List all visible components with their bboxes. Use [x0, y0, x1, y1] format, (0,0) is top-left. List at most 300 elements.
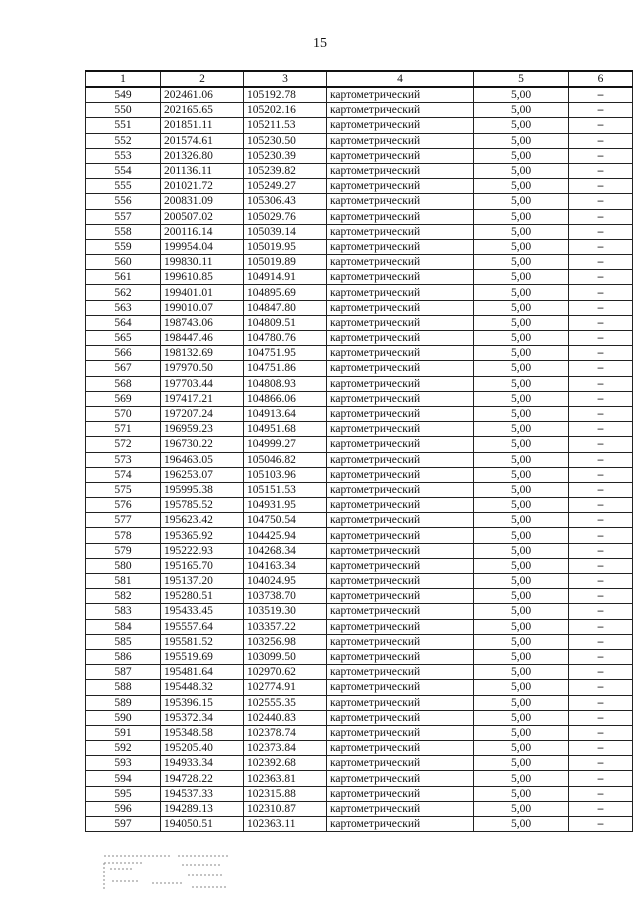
cell-description: –: [569, 194, 633, 209]
cell-accuracy: 5,00: [474, 710, 569, 725]
cell-point-number: 582: [86, 589, 161, 604]
cell-x-coordinate: 195623.42: [161, 513, 244, 528]
cell-accuracy: 5,00: [474, 148, 569, 163]
cell-point-number: 552: [86, 133, 161, 148]
table-row: [86, 817, 633, 832]
cell-y-coordinate: 102315.88: [244, 786, 327, 801]
cell-method: картометрический: [327, 634, 474, 649]
cell-method: картометрический: [327, 725, 474, 740]
cell-y-coordinate: 104425.94: [244, 528, 327, 543]
column-header-4: 4: [327, 71, 474, 87]
cell-point-number: 565: [86, 331, 161, 346]
cell-point-number: 563: [86, 300, 161, 315]
table-row: [86, 346, 633, 361]
cell-x-coordinate: 195205.40: [161, 741, 244, 756]
table-row: [86, 574, 633, 589]
table-row: [86, 786, 633, 801]
cell-x-coordinate: 195165.70: [161, 558, 244, 573]
cell-x-coordinate: 198743.06: [161, 315, 244, 330]
cell-x-coordinate: 198132.69: [161, 346, 244, 361]
cell-x-coordinate: 195372.34: [161, 710, 244, 725]
cell-point-number: 551: [86, 118, 161, 133]
cell-description: –: [569, 315, 633, 330]
cell-x-coordinate: 195481.64: [161, 665, 244, 680]
cell-accuracy: 5,00: [474, 331, 569, 346]
cell-accuracy: 5,00: [474, 574, 569, 589]
cell-y-coordinate: 102555.35: [244, 695, 327, 710]
cell-x-coordinate: 199830.11: [161, 255, 244, 270]
table-row: [86, 498, 633, 513]
cell-x-coordinate: 201851.11: [161, 118, 244, 133]
cell-description: –: [569, 376, 633, 391]
cell-x-coordinate: 194728.22: [161, 771, 244, 786]
cell-description: –: [569, 133, 633, 148]
cell-point-number: 585: [86, 634, 161, 649]
table-row: [86, 361, 633, 376]
table-row: [86, 376, 633, 391]
cell-accuracy: 5,00: [474, 513, 569, 528]
cell-x-coordinate: 199010.07: [161, 300, 244, 315]
cell-description: –: [569, 725, 633, 740]
cell-y-coordinate: 105103.96: [244, 467, 327, 482]
cell-description: –: [569, 437, 633, 452]
cell-accuracy: 5,00: [474, 376, 569, 391]
cell-accuracy: 5,00: [474, 695, 569, 710]
cell-point-number: 572: [86, 437, 161, 452]
cell-y-coordinate: 102440.83: [244, 710, 327, 725]
cell-description: –: [569, 285, 633, 300]
table-row: [86, 422, 633, 437]
cell-y-coordinate: 105046.82: [244, 452, 327, 467]
cell-x-coordinate: 194050.51: [161, 817, 244, 832]
cell-description: –: [569, 543, 633, 558]
cell-x-coordinate: 201021.72: [161, 179, 244, 194]
cell-y-coordinate: 105019.89: [244, 255, 327, 270]
cell-method: картометрический: [327, 619, 474, 634]
table-row: [86, 239, 633, 254]
cell-x-coordinate: 195222.93: [161, 543, 244, 558]
cell-description: –: [569, 209, 633, 224]
table-row: [86, 741, 633, 756]
cell-point-number: 575: [86, 482, 161, 497]
cell-method: картометрический: [327, 148, 474, 163]
cell-y-coordinate: 104866.06: [244, 391, 327, 406]
cell-y-coordinate: 103519.30: [244, 604, 327, 619]
cell-y-coordinate: 105039.14: [244, 224, 327, 239]
cell-accuracy: 5,00: [474, 665, 569, 680]
cell-x-coordinate: 201574.61: [161, 133, 244, 148]
cell-description: –: [569, 817, 633, 832]
cell-description: –: [569, 163, 633, 178]
cell-accuracy: 5,00: [474, 756, 569, 771]
cell-method: картометрический: [327, 255, 474, 270]
cell-description: –: [569, 87, 633, 103]
table-row: [86, 513, 633, 528]
cell-point-number: 593: [86, 756, 161, 771]
cell-y-coordinate: 102373.84: [244, 741, 327, 756]
cell-y-coordinate: 104914.91: [244, 270, 327, 285]
cell-description: –: [569, 665, 633, 680]
cell-description: –: [569, 422, 633, 437]
cell-accuracy: 5,00: [474, 422, 569, 437]
cell-x-coordinate: 197970.50: [161, 361, 244, 376]
cell-accuracy: 5,00: [474, 801, 569, 816]
cell-method: картометрический: [327, 406, 474, 421]
cell-y-coordinate: 105249.27: [244, 179, 327, 194]
cell-point-number: 571: [86, 422, 161, 437]
cell-method: картометрический: [327, 391, 474, 406]
cell-description: –: [569, 255, 633, 270]
cell-point-number: 580: [86, 558, 161, 573]
table-row: [86, 619, 633, 634]
cell-description: –: [569, 528, 633, 543]
cell-x-coordinate: 195348.58: [161, 725, 244, 740]
column-header-6: 6: [569, 71, 633, 87]
cell-method: картометрический: [327, 604, 474, 619]
cell-method: картометрический: [327, 315, 474, 330]
cell-y-coordinate: 102363.11: [244, 817, 327, 832]
cell-accuracy: 5,00: [474, 498, 569, 513]
cell-y-coordinate: 104809.51: [244, 315, 327, 330]
cell-accuracy: 5,00: [474, 270, 569, 285]
cell-point-number: 595: [86, 786, 161, 801]
cell-accuracy: 5,00: [474, 528, 569, 543]
cell-x-coordinate: 199401.01: [161, 285, 244, 300]
cell-point-number: 555: [86, 179, 161, 194]
table-row: [86, 482, 633, 497]
table-row: [86, 771, 633, 786]
cell-point-number: 558: [86, 224, 161, 239]
cell-point-number: 559: [86, 239, 161, 254]
cell-description: –: [569, 710, 633, 725]
cell-method: картометрический: [327, 118, 474, 133]
table-row: [86, 391, 633, 406]
cell-point-number: 579: [86, 543, 161, 558]
cell-point-number: 553: [86, 148, 161, 163]
cell-description: –: [569, 467, 633, 482]
cell-description: –: [569, 574, 633, 589]
cell-point-number: 556: [86, 194, 161, 209]
table-row: [86, 649, 633, 664]
cell-method: картометрический: [327, 482, 474, 497]
cell-description: –: [569, 224, 633, 239]
cell-accuracy: 5,00: [474, 163, 569, 178]
cell-accuracy: 5,00: [474, 680, 569, 695]
cell-accuracy: 5,00: [474, 467, 569, 482]
table-body: [86, 87, 633, 832]
cell-point-number: 584: [86, 619, 161, 634]
cell-method: картометрический: [327, 817, 474, 832]
cell-point-number: 578: [86, 528, 161, 543]
cell-description: –: [569, 619, 633, 634]
cell-method: картометрический: [327, 239, 474, 254]
cell-y-coordinate: 102378.74: [244, 725, 327, 740]
table-row: [86, 756, 633, 771]
cell-accuracy: 5,00: [474, 239, 569, 254]
table-header-row: [86, 71, 633, 87]
table-row: [86, 528, 633, 543]
cell-description: –: [569, 270, 633, 285]
cell-y-coordinate: 102774.91: [244, 680, 327, 695]
cell-y-coordinate: 105202.16: [244, 103, 327, 118]
cell-x-coordinate: 195365.92: [161, 528, 244, 543]
cell-method: картометрический: [327, 194, 474, 209]
table-row: [86, 163, 633, 178]
cell-x-coordinate: 194289.13: [161, 801, 244, 816]
cell-description: –: [569, 406, 633, 421]
cell-x-coordinate: 197417.21: [161, 391, 244, 406]
cell-method: картометрический: [327, 331, 474, 346]
column-header-5: 5: [474, 71, 569, 87]
cell-accuracy: 5,00: [474, 741, 569, 756]
cell-method: картометрический: [327, 87, 474, 103]
cell-x-coordinate: 196253.07: [161, 467, 244, 482]
column-header-3: 3: [244, 71, 327, 87]
cell-x-coordinate: 200507.02: [161, 209, 244, 224]
cell-description: –: [569, 103, 633, 118]
cell-accuracy: 5,00: [474, 179, 569, 194]
table-row: [86, 209, 633, 224]
table-row: [86, 467, 633, 482]
cell-method: картометрический: [327, 179, 474, 194]
table-row: [86, 558, 633, 573]
cell-accuracy: 5,00: [474, 558, 569, 573]
cell-method: картометрический: [327, 437, 474, 452]
cell-x-coordinate: 199610.85: [161, 270, 244, 285]
cell-y-coordinate: 104999.27: [244, 437, 327, 452]
cell-y-coordinate: 104751.95: [244, 346, 327, 361]
cell-description: –: [569, 179, 633, 194]
cell-method: картометрический: [327, 710, 474, 725]
cell-y-coordinate: 104751.86: [244, 361, 327, 376]
cell-description: –: [569, 634, 633, 649]
cell-point-number: 554: [86, 163, 161, 178]
cell-accuracy: 5,00: [474, 482, 569, 497]
cell-y-coordinate: 103738.70: [244, 589, 327, 604]
cell-method: картометрический: [327, 285, 474, 300]
cell-accuracy: 5,00: [474, 346, 569, 361]
cell-y-coordinate: 102970.62: [244, 665, 327, 680]
cell-x-coordinate: 197207.24: [161, 406, 244, 421]
table-row: [86, 148, 633, 163]
cell-x-coordinate: 202165.65: [161, 103, 244, 118]
cell-method: картометрический: [327, 680, 474, 695]
cell-y-coordinate: 105239.82: [244, 163, 327, 178]
cell-point-number: 568: [86, 376, 161, 391]
table-row: [86, 179, 633, 194]
table-row: [86, 680, 633, 695]
cell-method: картометрический: [327, 589, 474, 604]
cell-y-coordinate: 104913.64: [244, 406, 327, 421]
cell-x-coordinate: 198447.46: [161, 331, 244, 346]
cell-point-number: 550: [86, 103, 161, 118]
cell-method: картометрический: [327, 801, 474, 816]
cell-method: картометрический: [327, 133, 474, 148]
cell-x-coordinate: 197703.44: [161, 376, 244, 391]
cell-x-coordinate: 201136.11: [161, 163, 244, 178]
table-row: [86, 224, 633, 239]
cell-description: –: [569, 680, 633, 695]
cell-accuracy: 5,00: [474, 224, 569, 239]
table-row: [86, 406, 633, 421]
cell-y-coordinate: 105230.39: [244, 148, 327, 163]
cell-method: картометрический: [327, 376, 474, 391]
table-row: [86, 331, 633, 346]
cell-description: –: [569, 649, 633, 664]
table-row: [86, 437, 633, 452]
cell-point-number: 594: [86, 771, 161, 786]
cell-description: –: [569, 589, 633, 604]
table-row: [86, 87, 633, 103]
cell-x-coordinate: 196463.05: [161, 452, 244, 467]
cell-x-coordinate: 195785.52: [161, 498, 244, 513]
cell-y-coordinate: 104780.76: [244, 331, 327, 346]
cell-y-coordinate: 104951.68: [244, 422, 327, 437]
column-header-2: 2: [161, 71, 244, 87]
cell-point-number: 560: [86, 255, 161, 270]
cell-description: –: [569, 361, 633, 376]
cell-point-number: 570: [86, 406, 161, 421]
cell-method: картометрический: [327, 361, 474, 376]
cell-description: –: [569, 391, 633, 406]
cell-method: картометрический: [327, 452, 474, 467]
cell-method: картометрический: [327, 665, 474, 680]
table-row: [86, 710, 633, 725]
cell-method: картометрический: [327, 543, 474, 558]
cell-description: –: [569, 513, 633, 528]
table-row: [86, 300, 633, 315]
table-row: [86, 543, 633, 558]
cell-y-coordinate: 102310.87: [244, 801, 327, 816]
cell-x-coordinate: 201326.80: [161, 148, 244, 163]
cell-accuracy: 5,00: [474, 87, 569, 103]
cell-point-number: 591: [86, 725, 161, 740]
cell-x-coordinate: 195581.52: [161, 634, 244, 649]
table-row: [86, 665, 633, 680]
cell-x-coordinate: 195433.45: [161, 604, 244, 619]
cell-x-coordinate: 200116.14: [161, 224, 244, 239]
cell-accuracy: 5,00: [474, 315, 569, 330]
cell-description: –: [569, 346, 633, 361]
coordinates-table: [85, 70, 633, 832]
cell-point-number: 576: [86, 498, 161, 513]
cell-accuracy: 5,00: [474, 391, 569, 406]
cell-accuracy: 5,00: [474, 589, 569, 604]
cell-x-coordinate: 194933.34: [161, 756, 244, 771]
cell-description: –: [569, 118, 633, 133]
official-stamp-mark: [102, 853, 230, 893]
cell-point-number: 566: [86, 346, 161, 361]
table-row: [86, 133, 633, 148]
table-row: [86, 103, 633, 118]
cell-x-coordinate: 195396.15: [161, 695, 244, 710]
cell-x-coordinate: 195280.51: [161, 589, 244, 604]
table-row: [86, 452, 633, 467]
cell-method: картометрический: [327, 498, 474, 513]
cell-method: картометрический: [327, 558, 474, 573]
cell-point-number: 589: [86, 695, 161, 710]
cell-method: картометрический: [327, 574, 474, 589]
cell-y-coordinate: 103256.98: [244, 634, 327, 649]
cell-method: картометрический: [327, 163, 474, 178]
cell-point-number: 583: [86, 604, 161, 619]
cell-point-number: 581: [86, 574, 161, 589]
table-row: [86, 118, 633, 133]
cell-accuracy: 5,00: [474, 255, 569, 270]
cell-description: –: [569, 604, 633, 619]
cell-x-coordinate: 199954.04: [161, 239, 244, 254]
cell-point-number: 549: [86, 87, 161, 103]
cell-y-coordinate: 104847.80: [244, 300, 327, 315]
table-row: [86, 589, 633, 604]
cell-point-number: 597: [86, 817, 161, 832]
cell-accuracy: 5,00: [474, 361, 569, 376]
table-row: [86, 315, 633, 330]
cell-point-number: 562: [86, 285, 161, 300]
table-row: [86, 194, 633, 209]
cell-y-coordinate: 104750.54: [244, 513, 327, 528]
cell-point-number: 592: [86, 741, 161, 756]
cell-description: –: [569, 498, 633, 513]
cell-x-coordinate: 196959.23: [161, 422, 244, 437]
cell-method: картометрический: [327, 270, 474, 285]
cell-accuracy: 5,00: [474, 634, 569, 649]
cell-accuracy: 5,00: [474, 103, 569, 118]
cell-x-coordinate: 202461.06: [161, 87, 244, 103]
table-row: [86, 255, 633, 270]
cell-method: картометрический: [327, 422, 474, 437]
table-row: [86, 634, 633, 649]
cell-description: –: [569, 771, 633, 786]
cell-y-coordinate: 104268.34: [244, 543, 327, 558]
cell-accuracy: 5,00: [474, 300, 569, 315]
cell-method: картометрический: [327, 300, 474, 315]
cell-description: –: [569, 482, 633, 497]
cell-point-number: 573: [86, 452, 161, 467]
cell-method: картометрический: [327, 786, 474, 801]
cell-y-coordinate: 104024.95: [244, 574, 327, 589]
cell-description: –: [569, 756, 633, 771]
cell-point-number: 586: [86, 649, 161, 664]
cell-accuracy: 5,00: [474, 817, 569, 832]
cell-point-number: 569: [86, 391, 161, 406]
page-number: 15: [313, 36, 327, 51]
cell-accuracy: 5,00: [474, 619, 569, 634]
cell-description: –: [569, 558, 633, 573]
cell-accuracy: 5,00: [474, 543, 569, 558]
cell-accuracy: 5,00: [474, 452, 569, 467]
cell-accuracy: 5,00: [474, 285, 569, 300]
cell-y-coordinate: 103357.22: [244, 619, 327, 634]
cell-description: –: [569, 300, 633, 315]
cell-accuracy: 5,00: [474, 786, 569, 801]
cell-point-number: 564: [86, 315, 161, 330]
cell-x-coordinate: 195137.20: [161, 574, 244, 589]
cell-y-coordinate: 104163.34: [244, 558, 327, 573]
cell-method: картометрический: [327, 771, 474, 786]
cell-method: картометрический: [327, 513, 474, 528]
table-row: [86, 270, 633, 285]
cell-method: картометрический: [327, 103, 474, 118]
cell-point-number: 561: [86, 270, 161, 285]
cell-y-coordinate: 105230.50: [244, 133, 327, 148]
table-row: [86, 801, 633, 816]
cell-x-coordinate: 195519.69: [161, 649, 244, 664]
cell-y-coordinate: 102363.81: [244, 771, 327, 786]
cell-method: картометрический: [327, 346, 474, 361]
cell-y-coordinate: 104808.93: [244, 376, 327, 391]
cell-method: картометрический: [327, 528, 474, 543]
